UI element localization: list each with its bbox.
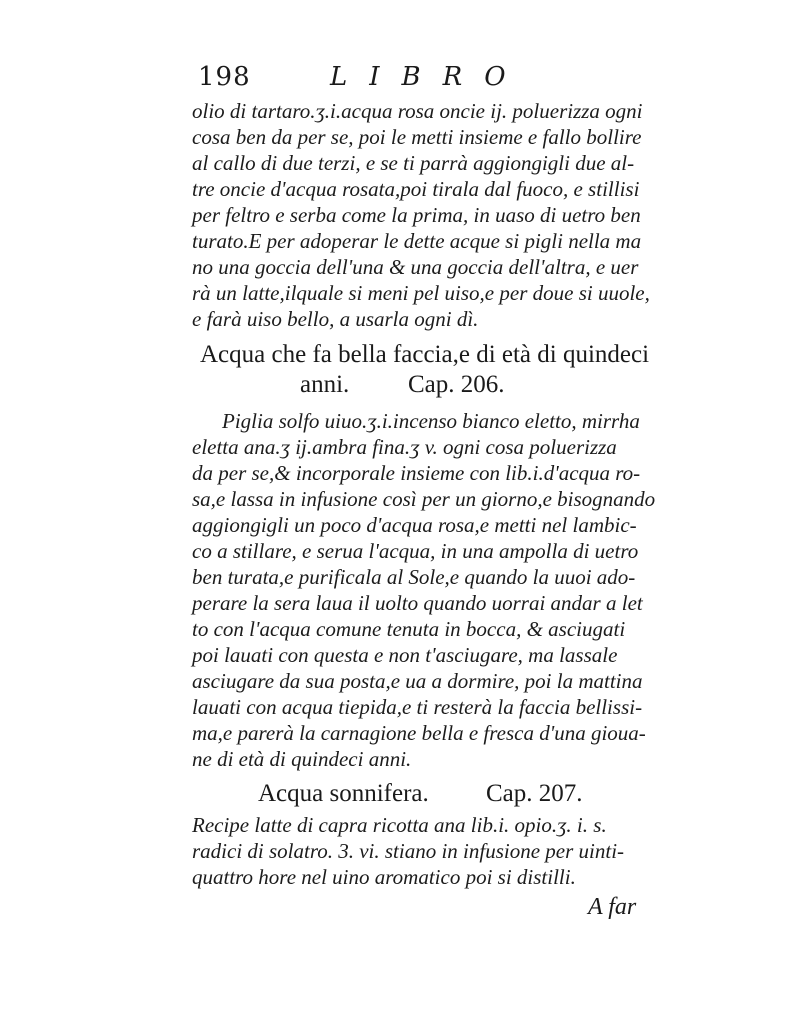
text-line: co a stillare, e serua l'acqua, in una ampolla di uetro (192, 539, 639, 563)
text-line: radici di solatro. 3. vi. stiano in infusione per uinti- (192, 839, 625, 863)
paragraph-chapter-206 (192, 408, 662, 772)
text-line: perare la sera laua il uolto quando uorrai andar a let (192, 591, 643, 615)
chapter-207-title: Acqua sonnifera. (258, 780, 429, 807)
text-line: lauati con acqua tiepida,e ti resterà la faccia bellissi- (192, 695, 643, 719)
chapter-207-number: Cap. 207. (486, 780, 583, 807)
text-line: turato.E per adoperar le dette acque si pigli nella ma (192, 229, 642, 253)
text-line: da per se,& incorporale insieme con lib.i.d'acqua ro- (192, 461, 641, 485)
text-line: no una goccia dell'una & una goccia dell'altra, e uer (192, 255, 639, 279)
text-line: ben turata,e purificala al Sole,e quando la uuoi ado- (192, 565, 636, 589)
text-line: eletta ana.ʒ ij.ambra fina.ʒ v. ogni cosa poluerizza (192, 435, 617, 459)
chapter-206-title: Acqua che fa bella faccia,e di età di quindeci (200, 341, 650, 368)
text-line: sa,e lassa in infusione così per un giorno,e bisognando (192, 487, 656, 511)
text-line: Recipe latte di capra ricotta ana lib.i. opio.ʒ. i. s. (192, 813, 607, 837)
text-line: asciugare da sua posta,e ua a dormire, poi la mattina (192, 669, 643, 693)
text-line: Piglia solfo uiuo.ʒ.i.incenso bianco eletto, mirrha (222, 409, 640, 433)
text-line: al callo di due terzi, e se ti parrà aggiongigli due al- (192, 151, 635, 175)
text-line: rà un latte,ilquale si meni pel uiso,e per doue si uuole, (192, 281, 650, 305)
chapter-206-number: Cap. 206. (408, 371, 505, 398)
chapter-206-title-cont: anni. (300, 371, 350, 398)
page-number: 198 (198, 62, 251, 92)
text-line: to con l'acqua comune tenuta in bocca, & asciugati (192, 617, 626, 641)
text-line: e farà uiso bello, a usarla ogni dì. (192, 307, 479, 331)
text-line: poi lauati con questa e non t'asciugare, ma lassale (192, 643, 618, 667)
text-line: ne di età di quindeci anni. (192, 747, 412, 771)
text-line: aggiongigli un poco d'acqua rosa,e metti nel lambic- (192, 513, 637, 537)
page-header (198, 62, 558, 102)
running-title: LIBRO (330, 62, 528, 92)
text-line: ma,e parerà la carnagione bella e fresca d'una gioua- (192, 721, 646, 745)
text-line: tre oncie d'acqua rosata,poi tirala dal fuoco, e stillisi (192, 177, 640, 201)
paragraph-recipe-continued (192, 98, 662, 332)
catchword: A far (588, 894, 637, 920)
text-line: per feltro e serba come la prima, in uaso di uetro ben (192, 203, 641, 227)
text-line: cosa ben da per se, poi le metti insieme e fallo bollire (192, 125, 642, 149)
text-line: quattro hore nel uino aromatico poi si distilli. (192, 865, 576, 889)
paragraph-chapter-207 (192, 812, 662, 890)
text-line: olio di tartaro.ʒ.i.acqua rosa oncie ij. poluerizza ogni (192, 99, 643, 123)
